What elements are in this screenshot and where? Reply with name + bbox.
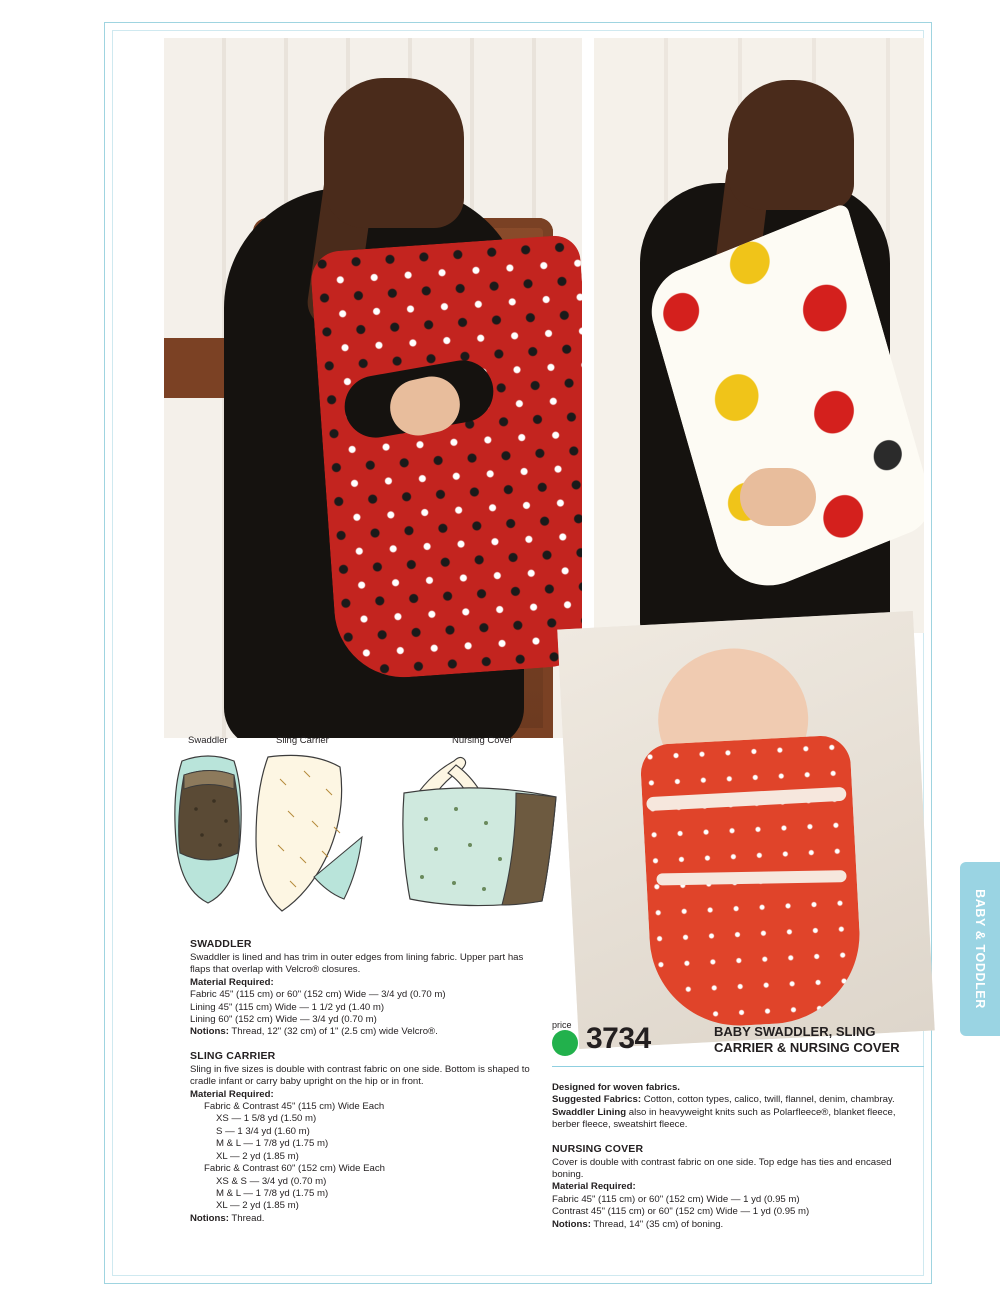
photo-baby-in-swaddler [557, 611, 934, 1049]
lining-text: also in heavyweight knits such as Polarfleece®, blanket fleece, berber fleece, sweatshirt fleece. [552, 1106, 896, 1131]
swaddler-material-1: Fabric 45" (115 cm) or 60" (152 cm) Wide — 3/4 yd (0.70 m) [190, 989, 446, 1001]
swaddler-material-label: Material Required: [190, 976, 274, 988]
swaddler-notions-text: Thread, 12" (32 cm) of 1" (2.5 cm) wide Velcro®. [231, 1026, 438, 1038]
sling-material-label: Material Required: [190, 1088, 274, 1100]
swaddler-material-2: Lining 45" (115 cm) Wide — 1 1/2 yd (1.40 m) [190, 1001, 385, 1013]
drawing-label-swaddler: Swaddler [188, 735, 228, 746]
sling-group2-label: Fabric & Contrast 60" (152 cm) Wide Each [204, 1163, 385, 1175]
suggested-fabrics-line [552, 1094, 924, 1106]
swaddler-description: Swaddler is lined and has trim in outer edges from lining fabric. Upper part has flaps that overlap with Velcro® closures. [190, 952, 524, 976]
sling-notions [190, 1213, 540, 1225]
left-text-column [190, 938, 540, 1225]
photo-woman-with-nursing-cover [164, 38, 582, 738]
drawing-label-sling-carrier: Sling Carrier [276, 735, 329, 746]
sling-notions-text: Thread. [231, 1212, 265, 1224]
sling-group2-item-3: XL — 2 yd (1.85 m) [216, 1200, 299, 1212]
sling-group1-item-3: M & L — 1 7/8 yd (1.75 m) [216, 1138, 329, 1150]
nursing-cover-description: Cover is double with contrast fabric on one side. Top edge has ties and encased boning. [552, 1156, 892, 1181]
drawing-swaddler [175, 756, 241, 903]
nursing-cover-fabric-shape [309, 234, 582, 682]
swaddler-heading: SWADDLER [190, 938, 252, 950]
pattern-number: 3734 [586, 1022, 651, 1055]
nursing-cover-heading: NURSING COVER [552, 1142, 644, 1155]
nursing-cover-notions [552, 1219, 924, 1231]
swaddler-material-3: Lining 60" (152 cm) Wide — 3/4 yd (0.70 m) [190, 1014, 377, 1026]
line-drawings-svg [164, 749, 564, 924]
sling-group1-item-2: S — 1 3/4 yd (1.60 m) [216, 1125, 310, 1137]
category-side-tab-label: BABY & TODDLER [973, 889, 987, 1009]
sling-group2-item-1: XS & S — 3/4 yd (0.70 m) [216, 1175, 327, 1187]
category-side-tab [960, 862, 1000, 1036]
nursing-cover-material-label: Material Required: [552, 1181, 636, 1193]
lining-label: Swaddler Lining [552, 1106, 627, 1118]
woman-hair-shape [728, 80, 854, 210]
drawing-label-nursing-cover: Nursing Cover [452, 735, 513, 746]
designed-for-line: Designed for woven fabrics. [552, 1082, 680, 1093]
drawing-sling-carrier [256, 755, 362, 911]
swaddler-notions-label: Notions: [190, 1026, 229, 1038]
nursing-cover-notions-text: Thread, 14" (35 cm) of boning. [593, 1218, 724, 1230]
nursing-cover-material-2: Contrast 45" (115 cm) or 60" (152 cm) Wide — 1 yd (0.95 m) [552, 1206, 810, 1218]
sling-description: Sling in five sizes is double with contrast fabric on one side. Bottom is shaped to cradle infant or carry baby upright on the hip or in front. [190, 1063, 530, 1088]
suggested-fabrics-text: Cotton, cotton types, calico, twill, flannel, denim, chambray. [643, 1094, 895, 1106]
nursing-cover-notions-label: Notions: [552, 1218, 591, 1230]
sling-notions-label: Notions: [190, 1212, 229, 1224]
line-drawings-group [164, 735, 564, 925]
sling-group1-item-4: XL — 2 yd (1.85 m) [216, 1150, 299, 1162]
sling-group2-item-2: M & L — 1 7/8 yd (1.75 m) [216, 1187, 329, 1199]
pattern-title-line1: BABY SWADDLER, SLING [714, 1024, 876, 1039]
right-text-column [552, 1020, 924, 1231]
suggested-fabrics-label: Suggested Fabrics: [552, 1094, 642, 1106]
nursing-cover-material-1: Fabric 45" (115 cm) or 60" (152 cm) Wide — 1 yd (0.95 m) [552, 1193, 800, 1205]
sling-heading: SLING CARRIER [190, 1049, 276, 1062]
woman-hair-shape [324, 78, 464, 228]
lining-line [552, 1107, 924, 1132]
woman-hand-shape [740, 468, 816, 526]
drawing-nursing-cover [403, 757, 556, 905]
photo-woman-with-sling-carrier [594, 38, 924, 633]
swaddler-notions [190, 1026, 540, 1038]
sling-group1-label: Fabric & Contrast 45" (115 cm) Wide Each [204, 1101, 385, 1113]
sling-group1-item-1: XS — 1 5/8 yd (1.50 m) [216, 1113, 317, 1125]
pattern-title-line2: CARRIER & NURSING COVER [714, 1040, 900, 1055]
price-label: price [552, 1020, 572, 1030]
